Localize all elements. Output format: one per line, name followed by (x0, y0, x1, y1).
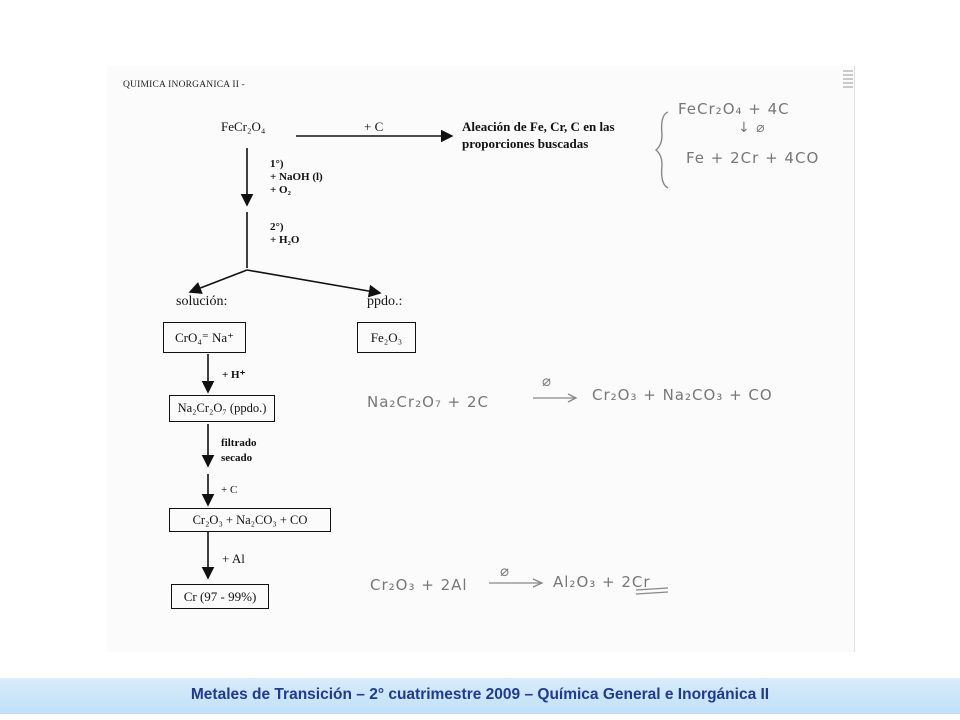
secado-label: secado (221, 452, 253, 464)
handwritten-eq2-right: Cr₂O₃ + Na₂CO₃ + CO (592, 386, 773, 404)
products-box: Cr₂O₃ + Na₂CO₃ + CO (169, 508, 331, 532)
arrow-to-ppdo (247, 270, 380, 293)
solution-label: solución: (176, 294, 228, 309)
chromium-box: Cr (97 - 99%) (171, 584, 269, 609)
fe2o3-box: Fe₂O₃ (357, 322, 416, 353)
document-header: QUIMICA INORGANICA II - (123, 80, 246, 90)
alloy-line-2: proporciones buscadas (462, 136, 589, 151)
reactant-label: FeCr₂O₄ (221, 119, 266, 134)
footer-text: Metales de Transición – 2° cuatrimestre 2009 – Química General e Inorgánica II (190, 686, 770, 703)
chromate-box: CrO₄⁼ Na⁺ (163, 322, 246, 353)
filtrado-label: filtrado (221, 437, 257, 449)
ppdo-label: ppdo.: (367, 294, 403, 309)
step2-number: 2°) (270, 221, 284, 233)
step1-naoh: + NaOH (l) (270, 171, 323, 183)
acid-reagent: + H⁺ (222, 369, 246, 381)
handwritten-eq1-bottom: Fe + 2Cr + 4CO (686, 149, 820, 167)
handwritten-eq2-left: Na₂Cr₂O₇ + 2C (367, 393, 490, 411)
handwritten-eq3-left: Cr₂O₃ + 2Al (370, 576, 468, 594)
handwritten-eq3-right: Al₂O₃ + 2Cr (553, 573, 651, 591)
alloy-line-1: Aleación de Fe, Cr, C en las (462, 119, 615, 134)
carbon-reagent: + C (221, 484, 238, 496)
handwritten-eq1-top: FeCr₂O₄ + 4C (678, 100, 790, 118)
step1-o2: + O₂ (270, 184, 291, 196)
handwritten-eq1-arrow: ↓ ⌀ (738, 120, 766, 136)
dichromate-box: Na₂Cr₂O₇ (ppdo.) (169, 395, 275, 422)
step1-number: 1°) (270, 158, 284, 170)
handwritten-eq3-over: ⌀ (500, 562, 511, 580)
handwritten-arrow-eq3 (489, 579, 542, 587)
arrow-to-solution (190, 270, 247, 292)
top-reagent: + C (364, 119, 384, 134)
handwritten-arrow-eq2 (533, 394, 576, 402)
underline-2 (636, 592, 668, 594)
handwritten-brace (656, 112, 668, 188)
handwritten-eq2-over: ⌀ (542, 372, 553, 390)
step2-water: + H₂O (270, 234, 300, 246)
aluminum-reagent: + Al (222, 551, 245, 566)
